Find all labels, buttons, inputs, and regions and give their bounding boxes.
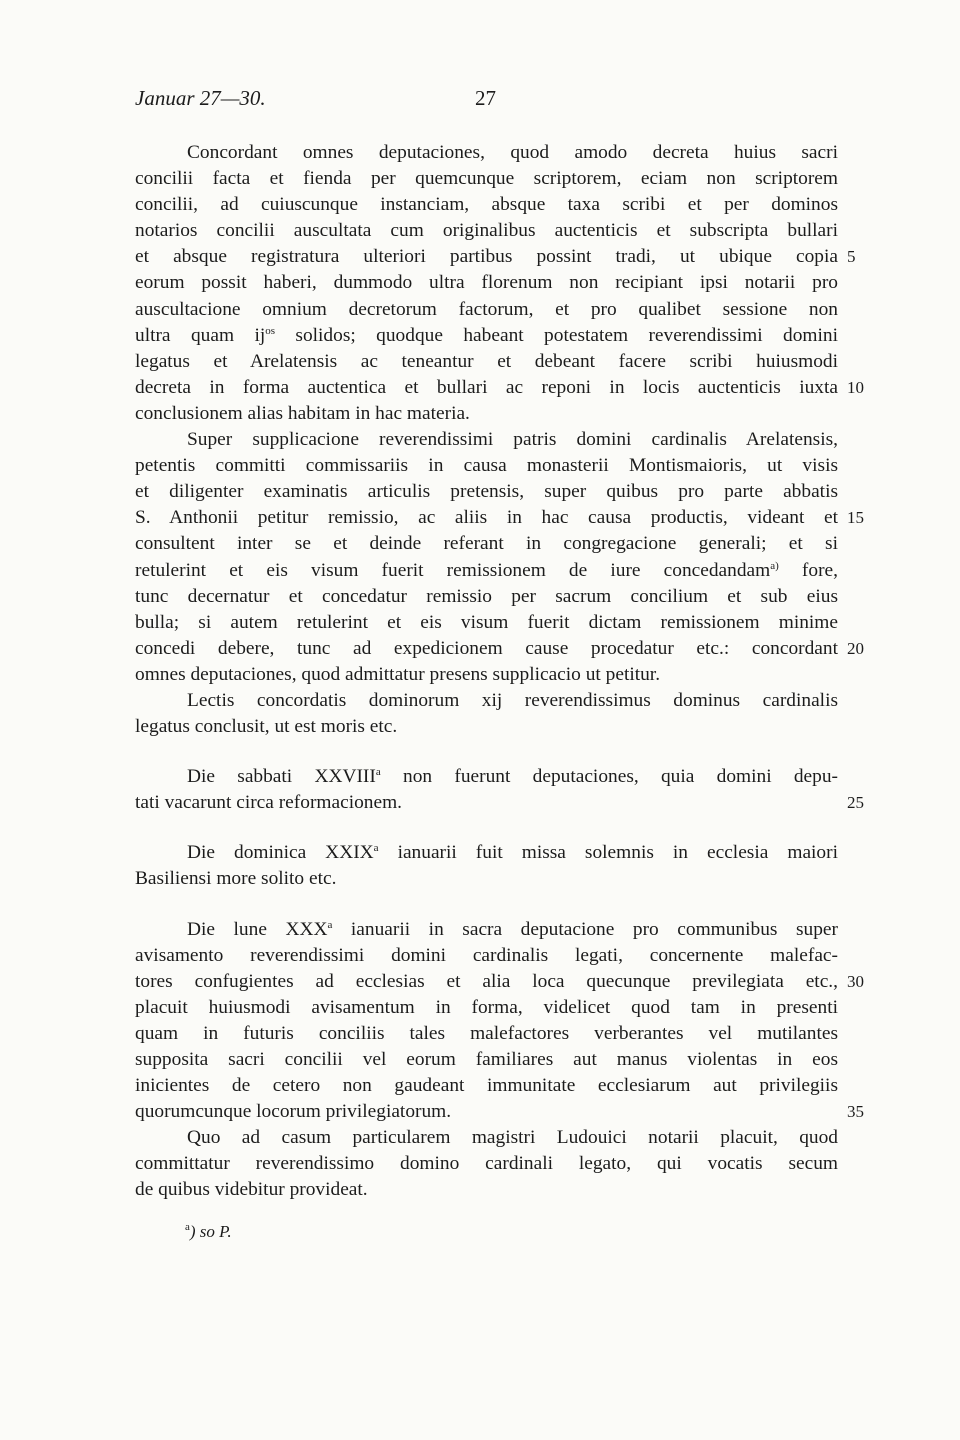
text-line bbox=[135, 764, 838, 790]
line-number: 5 bbox=[847, 247, 856, 267]
text-segment: Concordant omnes deputaciones, quod amodo decreta huius sacri bbox=[187, 142, 838, 163]
text-segment: S. Anthonii petitur remissio, ac aliis in hac causa productis, videant et bbox=[135, 507, 838, 529]
text-line bbox=[135, 166, 838, 192]
text-line bbox=[135, 1047, 838, 1073]
text-segment: Die lune XXX bbox=[187, 918, 328, 940]
text-segment: legatus conclusit, ut est moris etc. bbox=[135, 716, 398, 738]
text-line-content bbox=[135, 244, 838, 270]
text-segment: petentis committi commissariis in causa monasterii Montismaioris, ut visis bbox=[135, 455, 838, 477]
text-segment: ianuarii in sacra deputacione pro communibus super bbox=[332, 918, 838, 940]
text-line bbox=[135, 1151, 838, 1177]
footnote bbox=[185, 1222, 232, 1242]
text-segment: tores confugientes ad ecclesias et alia loca quecunque previlegiata etc., bbox=[135, 970, 838, 992]
text-line bbox=[135, 453, 838, 479]
running-title: Januar 27—30. bbox=[135, 86, 266, 110]
text-line-content bbox=[135, 192, 838, 218]
text-segment: inicientes de cetero non gaudeant immunitate ecclesiarum aut privilegiis bbox=[135, 1075, 838, 1097]
line-number: 35 bbox=[847, 1102, 864, 1122]
superscript: a bbox=[327, 918, 333, 931]
text-line bbox=[135, 323, 838, 349]
text-segment: committatur reverendissimo domino cardinali legato, qui vocatis secum bbox=[135, 1153, 838, 1175]
text-line bbox=[135, 479, 838, 505]
paragraph-gap bbox=[135, 740, 838, 764]
text-segment: decreta in forma auctentica et bullari ac reponi in locis auctenticis iuxta bbox=[135, 376, 838, 398]
text-line bbox=[135, 375, 864, 401]
text-segment: quorumcunque locorum privilegiatorum. bbox=[135, 1101, 452, 1123]
text-segment: concedi debere, tunc ad expedicionem cause procedatur etc.: concordant bbox=[135, 637, 838, 659]
text-line-content bbox=[187, 688, 838, 714]
text-line-content bbox=[135, 714, 838, 740]
text-segment: fore, bbox=[778, 559, 838, 581]
text-line bbox=[135, 662, 838, 688]
line-number: 10 bbox=[847, 377, 864, 397]
text-segment: de quibus videbitur provideat. bbox=[135, 1179, 368, 1201]
text-line-content bbox=[187, 917, 838, 943]
text-line bbox=[135, 244, 856, 270]
text-line-content bbox=[135, 297, 838, 323]
text-segment: Quo ad casum particularem magistri Ludouici notarii placuit, quod bbox=[187, 1127, 838, 1149]
text-line bbox=[135, 531, 838, 557]
line-number: 30 bbox=[847, 971, 864, 991]
paragraph-gap bbox=[135, 893, 838, 917]
text-segment: Super supplicacione reverendissimi patris domini cardinalis Arelatensis, bbox=[187, 429, 838, 451]
text-segment: placuit huiusmodi avisamentum in forma, videlicet quod tam in presenti bbox=[135, 996, 838, 1018]
text-segment: tati vacarunt circa reformacionem. bbox=[135, 792, 403, 814]
text-segment: non fuerunt deputaciones, quia domini depu- bbox=[380, 766, 839, 788]
text-line-content bbox=[135, 166, 838, 192]
text-segment: retulerint et eis visum fuerit remissionem de iure concedandam bbox=[135, 559, 771, 581]
line-number: 25 bbox=[847, 793, 864, 813]
text-line bbox=[135, 943, 838, 969]
text-line bbox=[135, 297, 838, 323]
text-segment: auscultacione omnium decretorum factorum, et pro qualibet sessione non bbox=[135, 298, 838, 320]
text-line bbox=[135, 969, 864, 995]
text-line-content bbox=[187, 1125, 838, 1151]
text-segment: legatus et Arelatensis ac teneantur et debeant facere scribi huiusmodi bbox=[135, 350, 838, 372]
text-line-content bbox=[135, 1021, 838, 1047]
text-line bbox=[135, 558, 838, 584]
text-line bbox=[135, 192, 838, 218]
text-line bbox=[135, 688, 838, 714]
text-line bbox=[135, 866, 838, 892]
text-segment: quam in futuris conciliis tales malefactores verberantes vel mutilantes bbox=[135, 1022, 838, 1044]
text-segment: ultra quam ij bbox=[135, 324, 266, 346]
text-segment: Die sabbati XXVIII bbox=[187, 766, 376, 788]
text-line-content bbox=[135, 969, 838, 995]
text-segment: concilii facta et fienda per quemcunque scriptorem, eciam non scriptorem bbox=[135, 168, 838, 190]
text-line-content bbox=[135, 584, 838, 610]
text-segment: Die dominica XXIX bbox=[187, 842, 374, 864]
text-line-content bbox=[187, 140, 838, 166]
text-line bbox=[135, 427, 838, 453]
text-line-content bbox=[135, 323, 838, 349]
text-segment: avisamento reverendissimi domini cardinalis legati, concernente malefac- bbox=[135, 944, 838, 966]
superscript: a) bbox=[770, 559, 779, 572]
text-line-content bbox=[187, 840, 838, 866]
text-line-content bbox=[135, 270, 838, 296]
text-line bbox=[135, 218, 838, 244]
text-segment: Lectis concordatis dominorum xij reverendissimus dominus cardinalis bbox=[187, 689, 838, 711]
superscript: a bbox=[375, 766, 381, 779]
text-line-content bbox=[135, 375, 838, 401]
text-line-content bbox=[135, 1073, 838, 1099]
text-segment: et absque registratura ulteriori partibus possint tradi, ut ubique copia bbox=[135, 246, 838, 268]
footnote-marker: a bbox=[185, 1221, 190, 1233]
page-number: 27 bbox=[475, 86, 496, 110]
text-segment: solidos; quodque habeant potestatem reverendissimi domini bbox=[275, 324, 838, 346]
text-line bbox=[135, 1099, 864, 1125]
text-segment: supposita sacri concilii vel eorum familiares aut manus violentas in eos bbox=[135, 1049, 838, 1070]
text-line bbox=[135, 917, 838, 943]
text-line bbox=[135, 401, 838, 427]
body-text bbox=[135, 140, 864, 1204]
text-line bbox=[135, 610, 838, 636]
text-line-content bbox=[187, 764, 838, 790]
text-line-content bbox=[135, 636, 838, 662]
text-line-content bbox=[135, 1177, 838, 1203]
text-line-content bbox=[135, 790, 838, 816]
text-line bbox=[135, 790, 864, 816]
page-header bbox=[135, 86, 835, 116]
text-segment: Basiliensi more solito etc. bbox=[135, 868, 337, 890]
text-segment: eorum possit haberi, dummodo ultra florenum non recipiant ipsi notarii pro bbox=[135, 272, 838, 294]
text-line bbox=[135, 505, 864, 531]
text-segment: et diligenter examinatis articulis pretensis, super quibus pro parte abbatis bbox=[135, 481, 838, 503]
text-segment: bulla; si autem retulerint et eis visum fuerit dictam remissionem minime bbox=[135, 611, 838, 633]
text-line bbox=[135, 140, 838, 166]
text-line bbox=[135, 1021, 838, 1047]
text-line-content bbox=[135, 943, 838, 969]
text-line-content bbox=[135, 866, 838, 892]
superscript: os bbox=[265, 324, 275, 337]
text-segment: consultent inter se et deinde referant in congregacione generali; et si bbox=[135, 533, 838, 555]
text-line-content bbox=[187, 427, 838, 453]
text-line bbox=[135, 840, 838, 866]
text-line-content bbox=[135, 1099, 838, 1125]
text-segment: notarios concilii auscultata cum originalibus auctenticis et subscripta bullari bbox=[135, 220, 838, 242]
text-line bbox=[135, 584, 838, 610]
footnote-text: ) so P. bbox=[189, 1222, 232, 1241]
text-line-content bbox=[135, 218, 838, 244]
text-segment: omnes deputaciones, quod admittatur presens supplicacio ut petitur. bbox=[135, 663, 661, 685]
text-line bbox=[135, 270, 838, 296]
line-number: 15 bbox=[847, 508, 864, 528]
paragraph-gap bbox=[135, 816, 838, 840]
text-line-content bbox=[135, 453, 838, 479]
text-line-content bbox=[135, 662, 838, 688]
text-line-content bbox=[135, 995, 838, 1021]
text-line-content bbox=[135, 401, 838, 427]
text-line-content bbox=[135, 610, 838, 636]
text-segment: tunc decernatur et concedatur remissio per sacrum concilium et sub eius bbox=[135, 585, 838, 607]
line-number: 20 bbox=[847, 638, 864, 658]
text-line bbox=[135, 995, 838, 1021]
text-line-content bbox=[135, 558, 838, 584]
text-line-content bbox=[135, 531, 838, 557]
text-line-content bbox=[135, 479, 838, 505]
text-line-content bbox=[135, 349, 838, 375]
text-segment: ianuarii fuit missa solemnis in ecclesia maiori bbox=[378, 842, 838, 864]
text-line bbox=[135, 349, 838, 375]
text-line bbox=[135, 1125, 838, 1151]
text-segment: concilii, ad cuiuscunque instanciam, absque taxa scribi et per dominos bbox=[135, 194, 838, 216]
text-line-content bbox=[135, 1151, 838, 1177]
text-line bbox=[135, 1177, 838, 1203]
text-line-content bbox=[135, 505, 838, 531]
text-line bbox=[135, 636, 864, 662]
text-segment: conclusionem alias habitam in hac materia. bbox=[135, 402, 470, 424]
text-line bbox=[135, 714, 838, 740]
text-line bbox=[135, 1073, 838, 1099]
superscript: a bbox=[373, 842, 379, 855]
text-line-content bbox=[135, 1047, 838, 1073]
